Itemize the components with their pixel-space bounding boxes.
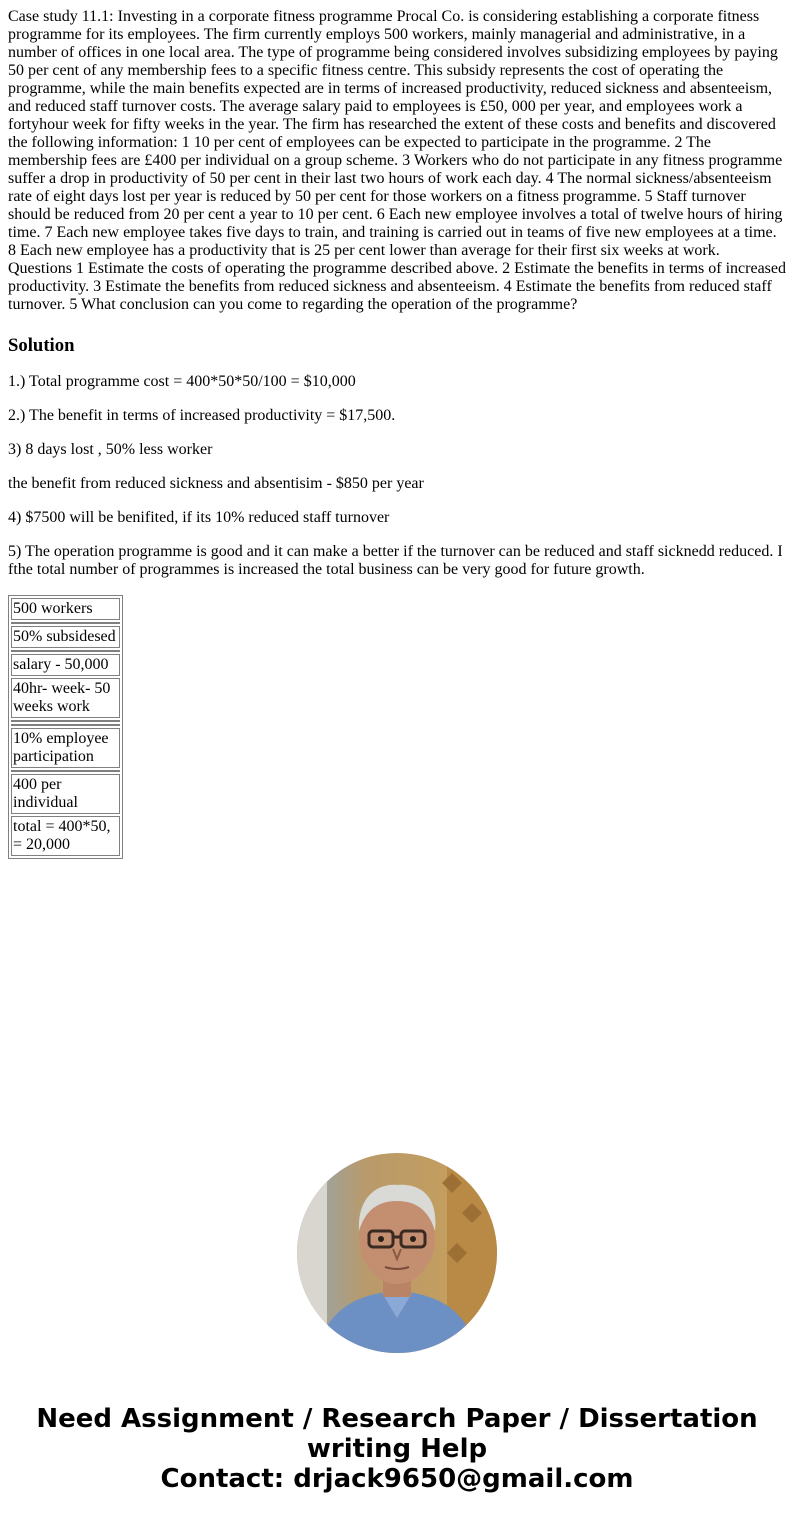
table-row	[11, 774, 120, 814]
table-cell: 500 workers	[11, 598, 120, 620]
table-cell-empty	[11, 720, 120, 722]
answer-1: 1.) Total programme cost = 400*50*50/100 = $10,000	[8, 373, 356, 390]
table-cell: 10% employee participation	[11, 728, 120, 768]
answer-2: 2.) The benefit in terms of increased productivity = $17,500.	[8, 407, 396, 424]
table-cell: 50% subsidesed	[11, 626, 120, 648]
table-cell-empty	[11, 622, 120, 624]
avatar	[297, 1153, 497, 1353]
promo-line-1: Need Assignment / Research Paper / Dissertation	[36, 1404, 758, 1434]
table-cell: 400 per individual	[11, 774, 120, 814]
table-row	[11, 598, 120, 620]
table-row	[11, 650, 120, 652]
table-cell: total = 400*50, = 20,000	[11, 816, 120, 856]
answer-5: 5) The operation programme is good and it can make a better if the turnover can be reduced and staff sicknedd reduced. I fthe total number of programmes is increased the total business can be very good for future growth.	[8, 543, 783, 578]
notes-table	[8, 595, 123, 859]
answer-3-detail: the benefit from reduced sickness and absentisim - $850 per year	[8, 475, 424, 492]
table-row	[11, 816, 120, 856]
table-cell-empty	[11, 724, 120, 726]
table-cell-empty	[11, 650, 120, 652]
table-cell: 40hr- week- 50 weeks work	[11, 678, 120, 718]
table-row	[11, 654, 120, 676]
table-row	[11, 626, 120, 648]
promo-line-2: writing Help	[306, 1434, 488, 1464]
table-row	[11, 720, 120, 722]
promo-contact: Contact: drjack9650@gmail.com	[160, 1464, 634, 1494]
answer-3: 3) 8 days lost , 50% less worker	[8, 441, 213, 458]
table-cell: salary - 50,000	[11, 654, 120, 676]
case-study-question: Case study 11.1: Investing in a corporate fitness programme Procal Co. is considering establishing a corporate fitness programme for its employees. The firm currently employs 500 workers, mainly managerial and administrative, in a number of offices in one local area. The type of programme being considered involves subsidizing employees by paying 50 per cent of any membership fees to a specific fitness centre. This subsidy represents the cost of operating the programme, while the main benefits expected are in terms of increased productivity, reduced sickness and absenteeism, and reduced staff turnover costs. The average salary paid to employees is £50, 000 per year, and employees work a fortyhour week for fifty weeks in the year. The firm has researched the extent of these costs and benefits and discovered the following information: 1 10 per cent of employees can be expected to participate in the programme. 2 The membership fees are £400 per individual on a group scheme. 3 Workers who do not participate in any fitness programme suffer a drop in productivity of 50 per cent in their last two hours of work each day. 4 The normal sickness/absenteeism rate of eight days lost per year is reduced by 50 per cent for those workers on a fitness programme. 5 Staff turnover should be reduced from 20 per cent a year to 10 per cent. 6 Each new employee involves a total of twelve hours of hiring time. 7 Each new employee takes five days to train, and training is carried out in teams of five new employees at a time. 8 Each new employee has a productivity that is 25 per cent lower than average for their first six weeks at work. Questions 1 Estimate the costs of operating the programme described above. 2 Estimate the benefits in terms of increased productivity. 3 Estimate the benefits from reduced sickness and absenteeism. 4 Estimate the benefits from reduced staff turnover. 5 What conclusion can you come to regarding the operation of the programme?	[8, 8, 786, 313]
table-cell-empty	[11, 770, 120, 772]
person-photo-icon	[297, 1153, 497, 1353]
answer-4: 4) $7500 will be benifited, if its 10% reduced staff turnover	[8, 509, 390, 526]
table-row	[11, 678, 120, 718]
solution-heading: Solution	[8, 335, 75, 356]
table-row	[11, 770, 120, 772]
table-row	[11, 728, 120, 768]
table-row	[11, 622, 120, 624]
promo-banner	[0, 1404, 794, 1494]
table-row	[11, 724, 120, 726]
